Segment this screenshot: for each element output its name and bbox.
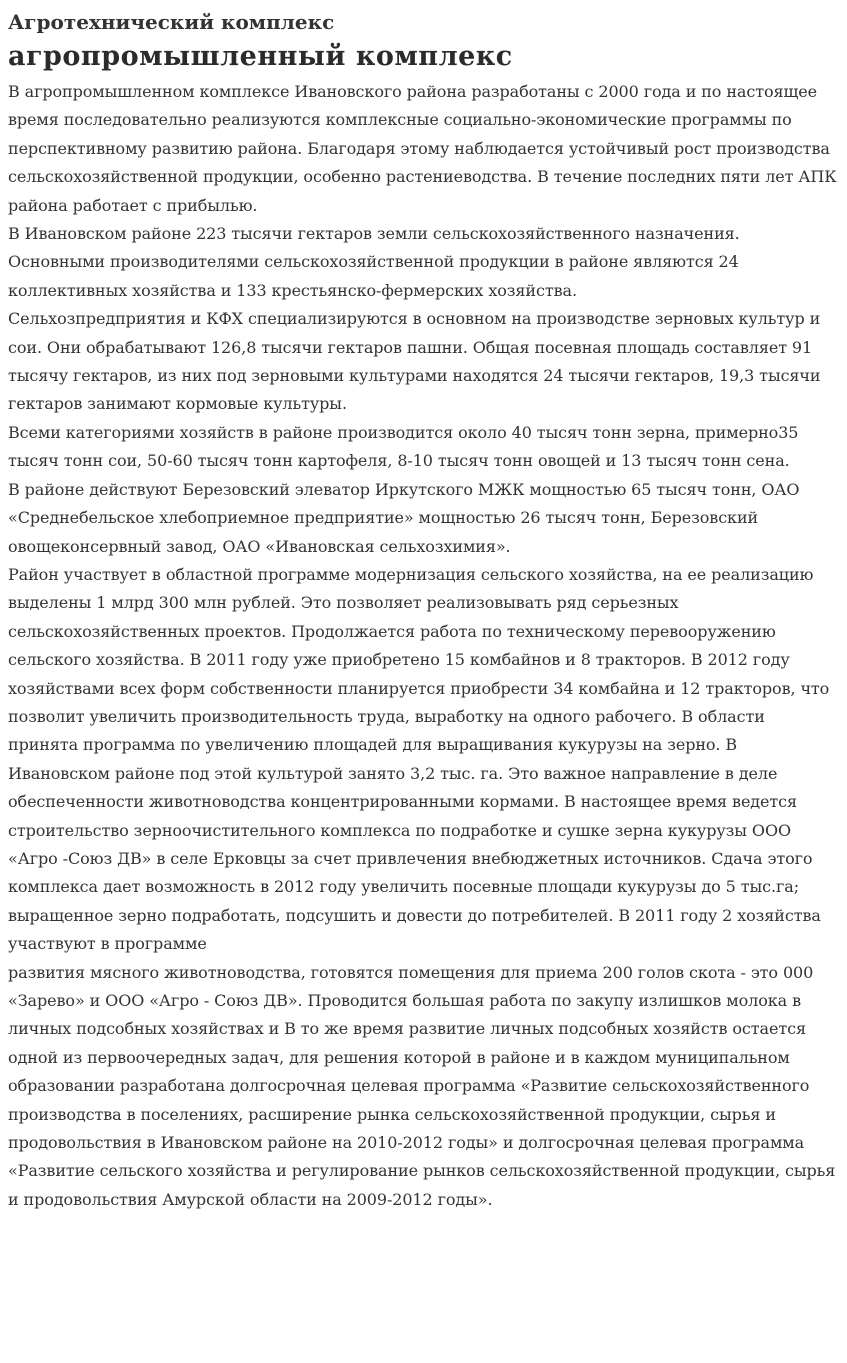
article-paragraph: Район участвует в областной программе модернизация сельского хозяйства, на ее реализацию выделены 1 млрд 300 млн рублей. Это позволяет реализовывать ряд серьезных сельскохозяйственных проектов. Продолжается работа по техническому перевооружению сельского хозяйства. В 2011 году уже приобретено 15 комбайнов и 8 тракторов. В 2012 году хозяйствами всех форм собственности планируется приобрести 34 комбайна и 12 тракторов, что позволит увеличить производительность труда, выработку на одного рабочего. В области принята программа по увеличению площадей для выращивания кукурузы на зерно. В Ивановском районе под этой культурой занято 3,2 тыс. га. Это важное направление в деле обеспеченности животноводства концентрированными кормами. В настоящее время ведется строительство зерноочистительного комплекса по подработке и сушке зерна кукурузы ООО «Агро -Союз ДВ» в селе Ерковцы за счет привлечения внебюджетных источников. Сдача этого комплекса дает возможность в 2012 году увеличить посевные площади кукурузы до 5 тыс.га; выращенное зерно подработать, подсушить и довести до потребителей. В 2011 году 2 хозяйства участвуют в программе bbox=[8, 564, 830, 954]
article-paragraph: Сельхозпредприятия и КФХ специализируются в основном на производстве зерновых культур и сои. Они обрабатывают 126,8 тысячи гектаров пашни. Общая посевная площадь составляет 91 тысячу гектаров, из них под зерновыми культурами находятся 24 тысячи гектаров, 19,3 тысячи гектаров занимают кормовые культуры. bbox=[8, 309, 821, 414]
article-body bbox=[8, 78, 839, 1214]
article-paragraph: В агропромышленном комплексе Ивановского района разработаны с 2000 года и по настоящее время последовательно реализуются комплексные социально-экономические программы по перспективному развитию района. Благодаря этому наблюдается устойчивый рост производства сельскохозяйственной продукции, особенно растениеводства. В течение последних пяти лет АПК района работает с прибылью. bbox=[8, 82, 837, 215]
article-paragraph: развития мясного животноводства, готовятся помещения для приема 200 голов скота - это 000 «Зарево» и ООО «Агро - Союз ДВ». Проводится большая работа по закупу излишков молока в личных подсобных хозяйствах и В то же время развитие личных подсобных хозяйств остается одной из первоочередных задач, для решения которой в районе и в каждом муниципальном образовании разработана долгосрочная целевая программа «Развитие сельскохозяйственного производства в поселениях, расширение рынка сельскохозяйственной продукции, сырья и продовольствия в Ивановском районе на 2010-2012 годы» и долгосрочная целевая программа «Развитие сельского хозяйства и регулирование рынков сельскохозяйственной продукции, сырья и продовольствия Амурской области на 2009-2012 годы». bbox=[8, 962, 836, 1209]
page-title: агропромышленный комплекс bbox=[8, 41, 513, 72]
article-paragraph: Всеми категориями хозяйств в районе производится около 40 тысяч тонн зерна, примерно35 тысяч тонн сои, 50-60 тысяч тонн картофеля, 8-10 тысяч тонн овощей и 13 тысяч тонн сена. bbox=[8, 422, 799, 471]
article-paragraph: В районе действуют Березовский элеватор Иркутского МЖК мощностью 65 тысяч тонн, ОАО «Среднебельское хлебоприемное предприятие» мощностью 26 тысяч тонн, Березовский овощеконсервный завод, ОАО «Ивановская сельхозхимия». bbox=[8, 479, 800, 556]
article-paragraph: В Ивановском районе 223 тысячи гектаров земли сельскохозяйственного назначения. Основными производителями сельскохозяйственной продукции в районе являются 24 коллективных хозяйства и 133 крестьянско-фермерских хозяйства. bbox=[8, 224, 740, 300]
section-title: Агротехнический комплекс bbox=[8, 10, 335, 34]
